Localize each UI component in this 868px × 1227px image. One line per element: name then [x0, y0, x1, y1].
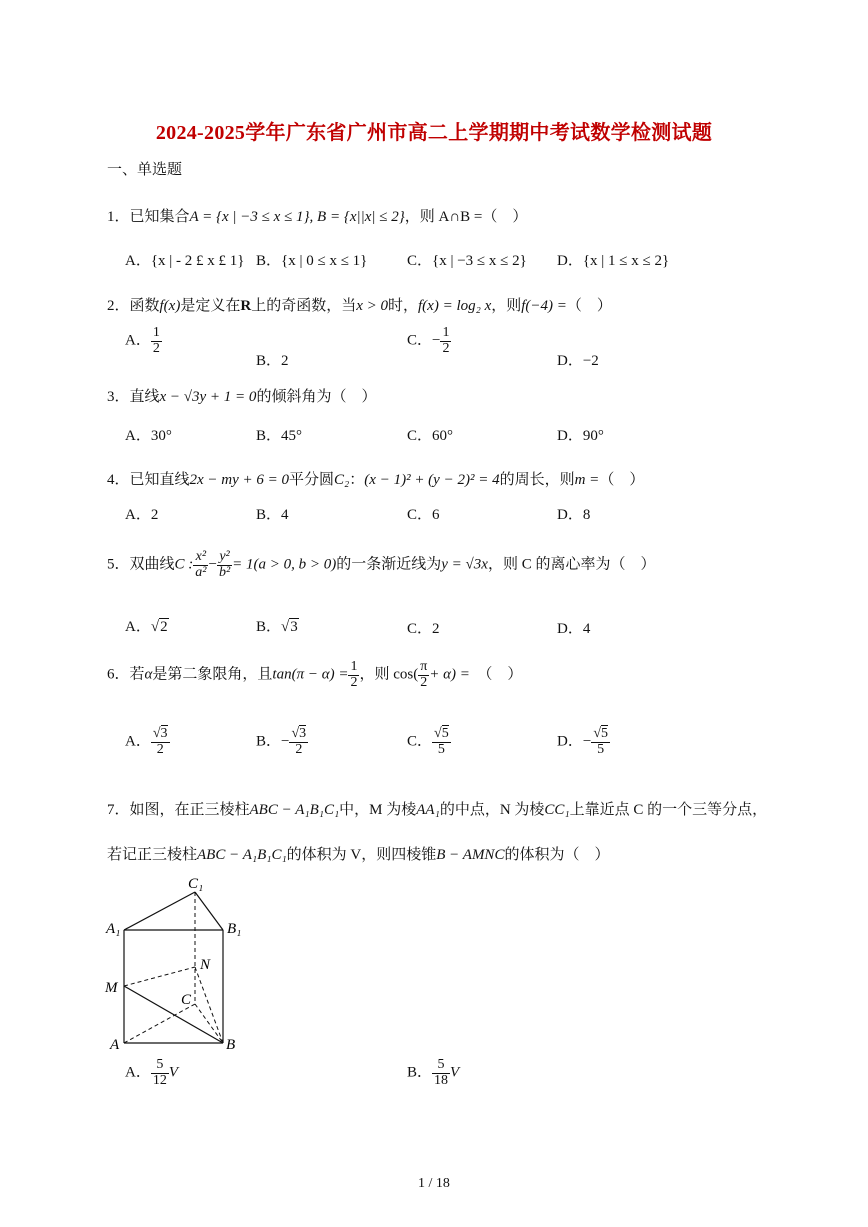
- option-frac: [591, 727, 610, 757]
- frac-num: 5: [151, 1058, 169, 1074]
- q2-fx: f(x): [159, 298, 181, 314]
- q7-lead2: 若记正三棱柱: [107, 847, 198, 863]
- q4-option-b: B．4: [256, 507, 289, 523]
- q2-cond: x > 0: [356, 298, 388, 314]
- q4-option-d: D．8: [557, 507, 591, 523]
- sqrt-radicand: 2: [160, 619, 168, 635]
- q6-cos-open: (: [413, 666, 419, 683]
- q5-option-b: [256, 615, 299, 636]
- q4-paren: （ ）: [599, 472, 645, 488]
- label-c: C: [181, 992, 192, 1008]
- q2-mid2: 上的奇函数，当: [251, 298, 357, 314]
- q2-option-c: [407, 326, 451, 356]
- q7-pyramid: B − AMNC: [436, 847, 505, 863]
- label-b: B: [226, 1037, 236, 1053]
- q6-mid: 是第二象限角，且: [152, 666, 273, 683]
- option-label: C．: [407, 733, 433, 750]
- q7-prism: ABC − A₁B₁C₁: [249, 802, 340, 818]
- q4-colon: ：: [349, 472, 365, 488]
- question-2: [107, 294, 612, 315]
- frac-num: 1: [350, 659, 358, 674]
- q7-option-b: [407, 1058, 459, 1088]
- option-v: V: [168, 1064, 179, 1081]
- question-3: [107, 385, 376, 406]
- option-frac: [151, 727, 170, 757]
- question-7-line-2: [107, 843, 609, 864]
- q5-tail: ，则 C 的离心率为（ ）: [487, 556, 656, 573]
- q1-option-b: B．{x | 0 ≤ x ≤ 1}: [256, 253, 368, 269]
- q7-mid3: 的体积为 V，则四棱锥: [286, 847, 437, 863]
- frac-den: 2: [152, 340, 160, 356]
- q2-mid4: ，则: [491, 298, 522, 314]
- edge-c1-b1: [195, 892, 223, 930]
- q1-option-d: D．{x | 1 ≤ x ≤ 2}: [557, 253, 670, 269]
- q2-option-c-sign: −: [432, 332, 441, 349]
- section-heading: 一、单选题: [107, 162, 183, 178]
- page-number: 1 / 18: [418, 1176, 450, 1191]
- option-frac: [432, 727, 451, 757]
- sqrt: √3: [281, 619, 298, 635]
- q2-option-c-label: C．: [407, 332, 433, 349]
- option-v: V: [450, 1064, 460, 1081]
- q6-option-a: [125, 727, 170, 757]
- q6-option-b: [256, 727, 308, 757]
- q4-line: 2x − my + 6 = 0: [189, 472, 290, 488]
- edge-a-c: [124, 1004, 195, 1043]
- q6-lead: 6．若: [107, 666, 145, 683]
- q1-option-c: C．{x | −3 ≤ x ≤ 2}: [407, 253, 527, 269]
- q4-eq: (x − 1)² + (y − 2)² = 4: [364, 472, 500, 488]
- q4-option-c: C．6: [407, 507, 440, 523]
- q7-option-a: [125, 1058, 178, 1088]
- option-label: A．: [125, 733, 151, 750]
- sqrt-radicand: 3: [299, 726, 307, 741]
- q7-mid: 中，M 为棱: [339, 802, 417, 818]
- option-label: A．: [125, 1064, 151, 1081]
- q5-frac1: [193, 550, 208, 580]
- q7-cc1: CC₁: [544, 802, 570, 818]
- q2-real-set: R: [240, 298, 252, 314]
- q1-lead: 1．已知集合: [107, 209, 190, 225]
- question-1: [107, 205, 527, 226]
- label-b1: B₁: [227, 921, 242, 937]
- sqrt-radicand: 3: [160, 726, 168, 741]
- q3-tail: 的倾斜角为（ ）: [256, 389, 377, 405]
- question-5: [107, 550, 655, 580]
- q5-rest: = 1(a > 0, b > 0): [232, 556, 337, 573]
- frac-num: 5: [432, 1058, 450, 1074]
- label-a1: A₁: [106, 921, 121, 937]
- edge-a1-c1: [124, 892, 195, 930]
- option-label: D．: [557, 733, 583, 750]
- edge-c-b: [195, 1004, 223, 1043]
- q2-def: f(x) = log₂ x: [418, 298, 492, 314]
- edge-n-b: [195, 967, 223, 1043]
- q5-option-b-label: B．: [256, 619, 282, 635]
- frac-num: y²: [217, 550, 232, 566]
- q4-option-a: A．2: [125, 507, 159, 523]
- q2-mid: 是定义在: [180, 298, 241, 314]
- q2-ask: f(−4) =: [521, 298, 567, 314]
- label-c1: C₁: [188, 876, 204, 892]
- frac-den: 18: [434, 1072, 449, 1088]
- frac-den: 5: [597, 741, 605, 757]
- q3-option-c: C．60°: [407, 428, 454, 444]
- q5-minus: −: [208, 556, 217, 573]
- option-frac: [289, 727, 308, 757]
- q6-tail: （ ）: [477, 666, 523, 683]
- q6-option-c: [407, 727, 451, 757]
- option-label: B．: [407, 1064, 433, 1081]
- q6-tan: tan(π − α) =: [272, 666, 349, 683]
- q2-option-a: [125, 326, 162, 356]
- frac-den: 12: [152, 1072, 167, 1088]
- q2-option-b: B．2: [256, 353, 289, 369]
- sqrt-radicand: 5: [601, 726, 608, 741]
- label-a: A: [110, 1037, 120, 1053]
- q4-m: m =: [574, 472, 600, 488]
- frac-den: 2: [420, 674, 428, 690]
- q7-tail2: 的体积为（ ）: [504, 847, 610, 863]
- frac-den: a²: [195, 564, 207, 580]
- q4-lead: 4．已知直线: [107, 472, 190, 488]
- q6-cos-rest: + α) =: [429, 666, 470, 683]
- frac-den: 2: [442, 340, 450, 356]
- edge-m-n: [124, 967, 195, 986]
- frac-num: √5: [593, 726, 608, 741]
- frac-num: √3: [152, 726, 168, 741]
- question-6: [107, 660, 522, 690]
- q5-option-a-label: A．: [125, 619, 151, 635]
- option-label: B．: [256, 733, 282, 750]
- frac-num: π: [420, 659, 428, 674]
- q5-option-c: C．2: [407, 621, 440, 637]
- q6-option-d: [557, 727, 610, 757]
- q3-option-b: B．45°: [256, 428, 303, 444]
- frac-den: 2: [156, 741, 164, 757]
- q4-mid: 平分圆: [289, 472, 335, 488]
- q2-tail: （ ）: [566, 298, 612, 314]
- q2-lead: 2．函数: [107, 298, 160, 314]
- q2-mid3: 时，: [388, 298, 419, 314]
- sqrt: √2: [150, 619, 168, 635]
- frac-den: 2: [350, 674, 358, 690]
- label-m: M: [105, 980, 118, 996]
- q5-lead: 5．双曲线: [107, 556, 175, 573]
- option-sign: −: [582, 733, 592, 750]
- question-4: [107, 468, 644, 489]
- frac-den: 5: [437, 741, 445, 757]
- q3-lead: 3．直线: [107, 389, 160, 405]
- q3-option-a: A．30°: [125, 428, 172, 444]
- q6-alpha: α: [144, 666, 153, 683]
- question-7-line-1: [107, 798, 767, 819]
- q2-option-a-frac: [151, 326, 162, 356]
- option-sign: −: [281, 733, 290, 750]
- prism-diagram: [100, 868, 260, 1058]
- q5-mid: 的一条渐近线为: [336, 556, 442, 573]
- q7-mid2: 的中点，N 为棱: [439, 802, 545, 818]
- sqrt-radicand: 5: [441, 726, 449, 741]
- q4-tail: 的周长，则: [499, 472, 575, 488]
- q6-cos-frac: [418, 660, 429, 690]
- q5-option-a: [125, 615, 169, 636]
- q5-asymptote: y = √3x: [441, 556, 488, 573]
- q1-tail: ，则 A∩B =（ ）: [404, 209, 528, 225]
- frac-num: √5: [434, 726, 449, 741]
- q3-eq: x − √3y + 1 = 0: [159, 389, 257, 405]
- q6-mid2: ，则: [359, 666, 390, 683]
- q3-option-d: D．90°: [557, 428, 604, 444]
- q1-option-a: A．{x | - 2 £ x £ 1}: [125, 253, 245, 269]
- frac-den: 2: [295, 741, 303, 757]
- document-title: 2024-2025学年广东省广州市高二上学期期中考试数学检测试题: [155, 122, 713, 144]
- q6-cos: cos: [393, 666, 414, 683]
- frac-num: x²: [193, 550, 208, 566]
- q4-circle: C₂: [334, 472, 350, 488]
- q1-sets: A = {x | −3 ≤ x ≤ 1}, B = {x||x| ≤ 2}: [189, 209, 405, 225]
- q5-option-d: D．4: [557, 621, 591, 637]
- q2-option-d: D．−2: [557, 353, 599, 369]
- frac-num: 1: [442, 325, 450, 340]
- label-n: N: [200, 957, 211, 973]
- frac-num: √3: [291, 726, 307, 741]
- q5-c: C :: [174, 556, 194, 573]
- q2-option-a-label: A．: [125, 332, 151, 349]
- q6-tan-frac: [348, 660, 359, 690]
- sqrt-radicand: 3: [290, 619, 298, 635]
- frac-den: b²: [218, 564, 231, 580]
- option-frac: [432, 1058, 450, 1088]
- frac-num: 1: [152, 325, 160, 340]
- q7-tail: 上靠近点 C 的一个三等分点，: [569, 802, 768, 818]
- q7-aa1: AA₁: [416, 802, 440, 818]
- q5-frac2: [217, 550, 232, 580]
- q7-prism2: ABC − A₁B₁C₁: [197, 847, 287, 863]
- option-frac: [151, 1058, 169, 1088]
- q2-option-c-frac: [440, 326, 451, 356]
- q7-lead: 7．如图，在正三棱柱: [107, 802, 250, 818]
